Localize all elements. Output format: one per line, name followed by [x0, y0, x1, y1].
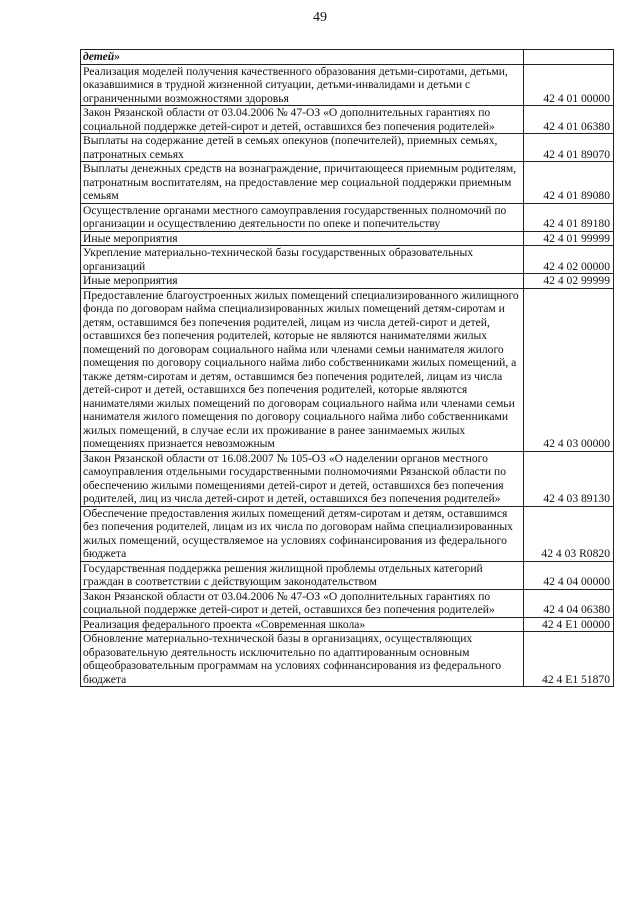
row-name: Закон Рязанской области от 03.04.2006 № 47-ОЗ «О дополнительных гарантиях по социальной поддержке детей-сирот и детей, оставшихся без попечения родителей»: [81, 589, 524, 617]
row-code: 42 4 01 89180: [524, 203, 614, 231]
row-code: 42 4 01 99999: [524, 231, 614, 246]
row-code: 42 4 E1 00000: [524, 617, 614, 632]
row-name: Выплаты на содержание детей в семьях опекунов (попечителей), приемных семьях, патронатных семьях: [81, 134, 524, 162]
row-name: Укрепление материально-технической базы государственных образовательных организаций: [81, 246, 524, 274]
row-code: 42 4 E1 51870: [524, 632, 614, 687]
table-row: [81, 134, 614, 162]
table-row: [81, 203, 614, 231]
row-code: 42 4 02 99999: [524, 274, 614, 289]
row-code: 42 4 01 89080: [524, 162, 614, 204]
row-name: Выплаты денежных средств на вознаграждение, причитающееся приемным родителям, патронатным воспитателям, на предоставление мер социальной поддержки приемным семьям: [81, 162, 524, 204]
row-code: 42 4 04 00000: [524, 561, 614, 589]
row-code: 42 4 01 89070: [524, 134, 614, 162]
row-code: 42 4 01 06380: [524, 106, 614, 134]
row-name: Закон Рязанской области от 16.08.2007 № 105-ОЗ «О наделении органов местного самоуправления отдельными государственными полномочиями Рязанской области по обеспечению жилыми помещениями детей-сирот и детей, оставшихся без попечения родителей, лиц из числа детей-сирот и детей, оставшихся без попечения родителей»: [81, 451, 524, 506]
table-row: [81, 589, 614, 617]
row-name: Обновление материально-технической базы в организациях, осуществляющих образовательную деятельность исключительно по адаптированным основным общеобразовательным программам на условиях софинансирования из федерального бюджета: [81, 632, 524, 687]
page-number: 49: [313, 10, 327, 25]
row-name: Реализация моделей получения качественного образования детьми-сиротами, детьми, оказавшимися в трудной жизненной ситуации, детьми-инвалидами и детьми с ограниченными возможностями здоровья: [81, 64, 524, 106]
row-name: детей»: [81, 50, 524, 65]
table-row: [81, 288, 614, 451]
table-row: [81, 50, 614, 65]
row-code: [524, 50, 614, 65]
row-code: 42 4 03 R0820: [524, 506, 614, 561]
row-code: 42 4 01 00000: [524, 64, 614, 106]
row-code: 42 4 02 00000: [524, 246, 614, 274]
row-code: 42 4 03 89130: [524, 451, 614, 506]
table-row: [81, 64, 614, 106]
row-name: Государственная поддержка решения жилищной проблемы отдельных категорий граждан в соответствии с действующим законодательством: [81, 561, 524, 589]
table-row: [81, 617, 614, 632]
row-name: Обеспечение предоставления жилых помещений детям-сиротам и детям, оставшимся без попечения родителей, лицам из их числа по договорам найма специализированных жилых помещений, осуществляемое на условиях софинансирования из федерального бюджета: [81, 506, 524, 561]
row-name: Осуществление органами местного самоуправления государственных полномочий по организации и осуществлению деятельности по опеке и попечительству: [81, 203, 524, 231]
row-code: 42 4 03 00000: [524, 288, 614, 451]
table-row: [81, 274, 614, 289]
table-row: [81, 106, 614, 134]
row-name: Иные мероприятия: [81, 231, 524, 246]
table-row: [81, 162, 614, 204]
budget-classification-table: [80, 49, 614, 687]
row-name: Иные мероприятия: [81, 274, 524, 289]
row-name: Реализация федерального проекта «Современная школа»: [81, 617, 524, 632]
row-name: Закон Рязанской области от 03.04.2006 № 47-ОЗ «О дополнительных гарантиях по социальной поддержке детей-сирот и детей, оставшихся без попечения родителей»: [81, 106, 524, 134]
row-code: 42 4 04 06380: [524, 589, 614, 617]
table-row: [81, 451, 614, 506]
table-row: [81, 506, 614, 561]
table-row: [81, 231, 614, 246]
row-name: Предоставление благоустроенных жилых помещений специализированного жилищного фонда по договорам найма специализированных жилых помещений детям-сиротам и детям, оставшимся без попечения родителей, лицам из числа детей-сирот и детей, оставшихся без попечения родителей, которые не являются нанимателями жилых помещений по договорам социального найма или членами семьи нанимателя жилого помещения по договору социального найма либо собственниками жилых помещений, а также детям-сиротам и детям, оставшимся без попечения родителей, лицам из числа детей-сирот и детей, оставшихся без попечения родителей, которые являются нанимателями жилых помещений по договорам социального найма или членами семьи нанимателя жилого помещения по договору социального найма либо собственниками жилых помещений, в случае если их проживание в ранее занимаемых жилых помещениях признается невозможным: [81, 288, 524, 451]
table-row: [81, 632, 614, 687]
table-row: [81, 561, 614, 589]
table-row: [81, 246, 614, 274]
